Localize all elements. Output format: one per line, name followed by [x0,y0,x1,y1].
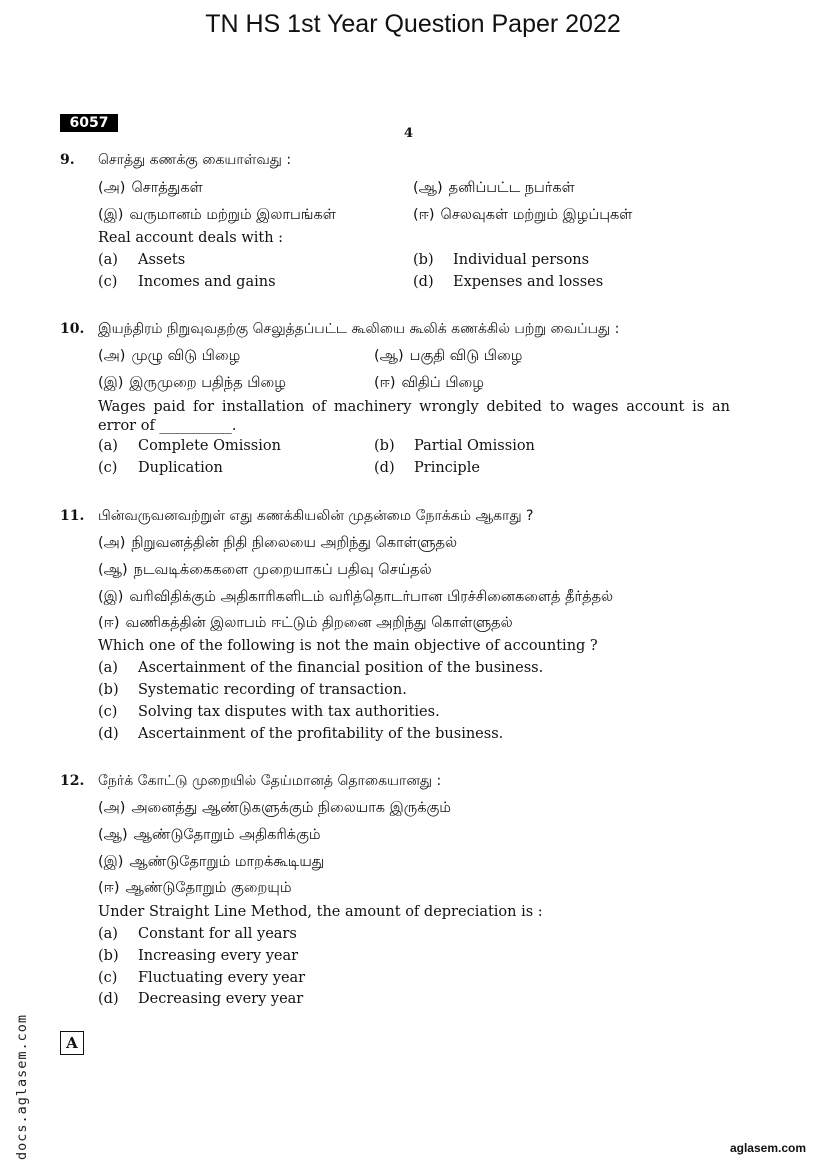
side-watermark: docs.aglasem.com [14,1013,30,1160]
option-text: Assets [138,252,186,268]
option-text: Ascertainment of the profitability of the business. [138,726,504,742]
option-text: விதிப் பிழை [401,375,484,391]
english-option [374,460,480,476]
footer-brand: aglasem.com [729,1141,806,1155]
option-label: (ஈ) [98,880,120,896]
option-label: (அ) [98,180,126,196]
option-text: Expenses and losses [453,274,604,290]
option-label: (a) [98,252,118,268]
option-text: Solving tax disputes with tax authorities. [138,704,440,720]
question-number: 12. [60,773,85,789]
option-label: (b) [413,252,434,268]
option-label: (அ) [98,348,126,364]
option-label: (அ) [98,800,126,816]
english-option [98,660,543,676]
tamil-option [98,854,324,872]
option-text: ஆண்டுதோறும் அதிகரிக்கும் [133,827,321,843]
option-text: அனைத்து ஆண்டுகளுக்கும் நிலையாக இருக்கும் [131,800,451,816]
option-label: (a) [98,660,118,676]
option-label: (d) [374,460,395,476]
english-option [98,252,185,268]
option-label: (c) [98,460,118,476]
option-text: Incomes and gains [138,274,276,290]
option-text: ஆண்டுதோறும் குறையும் [125,880,292,896]
option-label: (b) [98,682,119,698]
tamil-option [98,589,613,607]
option-text: Fluctuating every year [138,970,306,986]
english-option [98,682,407,698]
english-option [98,438,281,454]
option-label: (b) [374,438,395,454]
english-option [98,970,305,986]
option-label: (இ) [98,375,124,391]
option-label: (b) [98,948,119,964]
tamil-question: சொத்து கணக்கு கையாள்வது : [98,152,292,168]
english-question: Under Straight Line Method, the amount of depreciation is : [98,904,543,920]
option-label: (c) [98,704,118,720]
tamil-option [413,180,575,198]
tamil-option [98,375,286,393]
english-option [413,274,603,290]
english-option [98,460,223,476]
question-number: 9. [60,152,75,168]
tamil-question: நேர்க் கோட்டு முறையில் தேய்மானத் தொகையானது : [98,773,442,789]
tamil-option [98,348,240,366]
english-option [98,274,276,290]
option-text: சொத்துகள் [131,180,203,196]
option-text: ஆண்டுதோறும் மாறக்கூடியது [129,854,325,870]
question-number: 10. [60,321,85,337]
option-label: (இ) [98,854,124,870]
option-label: (a) [98,926,118,942]
option-text: செலவுகள் மற்றும் இழப்புகள் [440,207,633,223]
option-text: முழு விடு பிழை [131,348,241,364]
option-label: (ஈ) [98,615,120,631]
option-label: (c) [98,274,118,290]
english-option [98,991,303,1007]
option-text: Individual persons [453,252,590,268]
option-text: Systematic recording of transaction. [138,682,407,698]
tamil-option [98,880,291,898]
english-option [98,726,503,742]
tamil-option [413,207,632,225]
option-text: Increasing every year [138,948,299,964]
tamil-question: இயந்திரம் நிறுவுவதற்கு செலுத்தப்பட்ட கூலியை கூலிக் கணக்கில் பற்று வைப்பது : [98,321,620,337]
option-text: வருமானம் மற்றும் இலாபங்கள் [129,207,336,223]
option-label: (இ) [98,207,124,223]
tamil-option [374,348,522,366]
option-text: நிறுவனத்தின் நிதி நிலையை அறிந்து கொள்ளுதல் [131,535,458,551]
option-label: (ஆ) [374,348,404,364]
english-option [98,948,298,964]
tamil-option [98,535,457,553]
tamil-option [98,207,336,225]
option-text: Ascertainment of the financial position of the business. [138,660,544,676]
option-text: வணிகத்தின் இலாபம் ஈட்டும் திறனை அறிந்து கொள்ளுதல் [125,615,513,631]
option-text: பகுதி விடு பிழை [409,348,523,364]
version-mark-box: A [60,1031,84,1055]
option-text: Principle [414,460,480,476]
english-option [413,252,589,268]
tamil-question: பின்வருவனவற்றுள் எது கணக்கியலின் முதன்மை நோக்கம் ஆகாது ? [98,508,534,524]
option-label: (ஈ) [374,375,396,391]
option-text: Complete Omission [138,438,281,454]
english-question: Which one of the following is not the main objective of accounting ? [98,638,598,654]
tamil-option [98,827,321,845]
option-label: (d) [98,726,119,742]
option-label: (c) [98,970,118,986]
option-label: (அ) [98,535,126,551]
option-label: (a) [98,438,118,454]
english-question: Real account deals with : [98,230,284,246]
option-label: (ஆ) [98,562,128,578]
option-text: Partial Omission [414,438,535,454]
option-text: நடவடிக்கைகளை முறையாகப் பதிவு செய்தல் [133,562,432,578]
option-label: (d) [98,991,119,1007]
option-text: வரிவிதிக்கும் அதிகாரிகளிடம் வரித்தொடர்பான பிரச்சினைகளைத் தீர்த்தல் [129,589,614,605]
option-label: (இ) [98,589,124,605]
tamil-option [98,615,513,633]
tamil-option [98,180,203,198]
option-label: (ஆ) [413,180,443,196]
page-title: TN HS 1st Year Question Paper 2022 [205,10,621,38]
english-question: Wages paid for installation of machinery wrongly debited to wages account is an error of __________. [98,399,730,434]
tamil-option [374,375,484,393]
option-text: Duplication [138,460,223,476]
paper-code-badge: 6057 [60,114,118,132]
option-label: (d) [413,274,434,290]
tamil-option [98,562,432,580]
option-label: (ஆ) [98,827,128,843]
option-label: (ஈ) [413,207,435,223]
english-option [98,926,297,942]
option-text: இருமுறை பதிந்த பிழை [129,375,286,391]
page-number: 4 [404,126,414,141]
option-text: Decreasing every year [138,991,304,1007]
option-text: தனிப்பட்ட நபர்கள் [448,180,575,196]
english-option [98,704,440,720]
option-text: Constant for all years [138,926,297,942]
tamil-option [98,800,451,818]
english-option [374,438,535,454]
question-number: 11. [60,508,85,524]
